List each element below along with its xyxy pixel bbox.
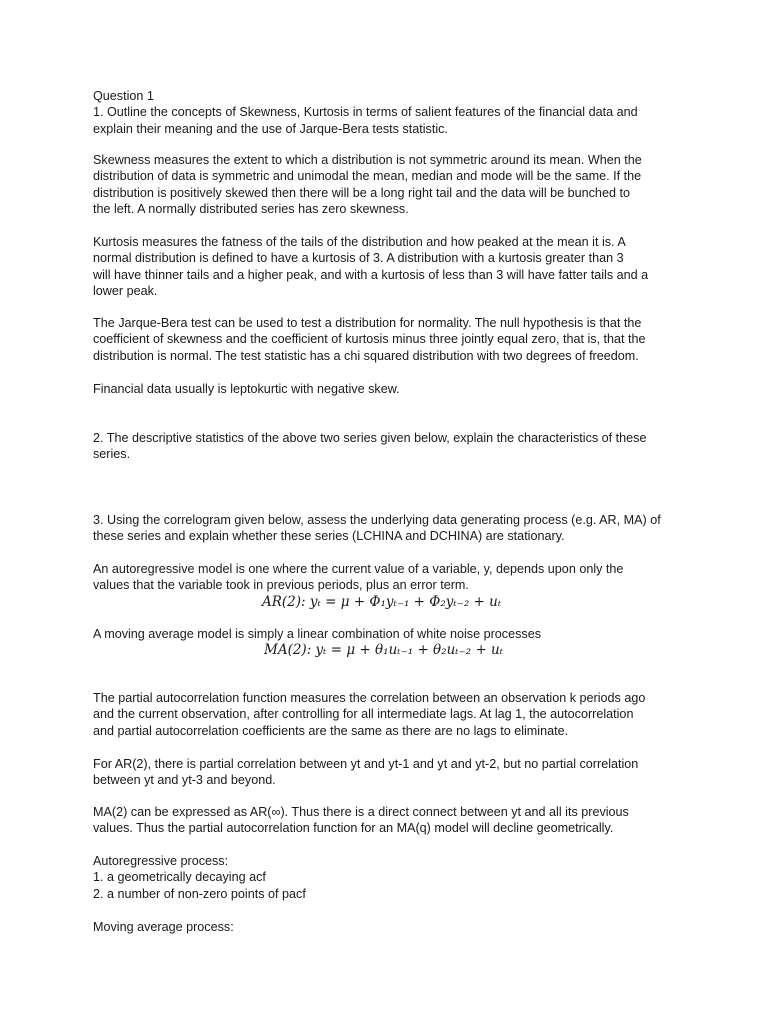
skewness-paragraph xyxy=(93,152,683,217)
question-2-paragraph xyxy=(93,430,683,463)
q2-line: series. xyxy=(93,447,131,462)
q3-line: 3. Using the correlogram given below, assess the underlying data generating process (e.g. AR, MA) of xyxy=(93,513,661,527)
financial-data-line: Financial data usually is leptokurtic with negative skew. xyxy=(93,382,400,396)
jarque-bera-paragraph xyxy=(93,315,683,364)
autoregressive-process-list xyxy=(93,853,683,902)
q2-line: 2. The descriptive statistics of the above two series given below, explain the characteristics of these xyxy=(93,431,647,445)
kurtosis-line: lower peak. xyxy=(93,283,158,298)
ar-process-heading: Autoregressive process: xyxy=(93,854,229,868)
skewness-line: the left. A normally distributed series has zero skewness. xyxy=(93,201,409,216)
ma-process-heading: Moving average process: xyxy=(93,920,234,934)
q1-line: 1. Outline the concepts of Skewness, Kurtosis in terms of salient features of the financial data and xyxy=(93,105,638,120)
ar2-equation: AR(2): yₜ = μ + Φ₁yₜ₋₁ + Φ₂yₜ₋₂ + uₜ xyxy=(262,594,502,610)
q3-line: these series and explain whether these series (LCHINA and DCHINA) are stationary. xyxy=(93,529,565,544)
question-3-paragraph xyxy=(93,512,683,545)
pacf-line: and the current observation, after controlling for all intermediate lags. At lag 1, the autocorrelation xyxy=(93,707,634,722)
kurtosis-paragraph xyxy=(93,234,683,299)
pacf-paragraph xyxy=(93,690,683,739)
skewness-line: distribution of data is symmetric and unimodal the mean, median and mode will be the same. If the xyxy=(93,169,642,184)
moving-average-process-heading xyxy=(93,919,683,935)
financial-data-paragraph xyxy=(93,381,683,397)
jarque-bera-line: coefficient of skewness and the coefficient of kurtosis minus three jointly equal zero, that is, that the xyxy=(93,332,646,347)
kurtosis-line: normal distribution is defined to have a kurtosis of 3. A distribution with a kurtosis greater than 3 xyxy=(93,251,624,266)
list-item: 1. a geometrically decaying acf xyxy=(93,870,266,885)
ma2-line: MA(2) can be expressed as AR(∞). Thus there is a direct connect between yt and all its previous xyxy=(93,805,629,819)
ma-line: A moving average model is simply a linear combination of white noise processes xyxy=(93,627,542,641)
moving-average-paragraph xyxy=(93,626,683,642)
ar2-line: For AR(2), there is partial correlation between yt and yt-1 and yt and yt-2, but no partial correlation xyxy=(93,757,639,771)
q1-line: explain their meaning and the use of Jarque-Bera tests statistic. xyxy=(93,121,448,136)
list-item: 2. a number of non-zero points of pacf xyxy=(93,886,306,901)
kurtosis-line: Kurtosis measures the fatness of the tails of the distribution and how peaked at the mean it is. A xyxy=(93,235,626,249)
jarque-bera-line: The Jarque-Bera test can be used to test a distribution for normality. The null hypothesis is that the xyxy=(93,316,642,330)
skewness-line: Skewness measures the extent to which a distribution is not symmetric around its mean. When the xyxy=(93,153,642,167)
ar-line: An autoregressive model is one where the current value of a variable, y, depends upon only the xyxy=(93,562,624,576)
skewness-line: distribution is positively skewed then there will be a long right tail and the data will be bunched to xyxy=(93,185,630,200)
ar2-line: between yt and yt-3 and beyond. xyxy=(93,773,276,788)
kurtosis-line: will have thinner tails and a higher peak, and with a kurtosis of less than 3 will have fatter tails and a xyxy=(93,267,649,282)
question-heading: Question 1 xyxy=(93,89,154,103)
jarque-bera-line: distribution is normal. The test statistic has a chi squared distribution with two degrees of freedom. xyxy=(93,348,639,363)
ar-line: values that the variable took in previous periods, plus an error term. xyxy=(93,578,469,593)
pacf-line: The partial autocorrelation function measures the correlation between an observation k periods ago xyxy=(93,691,646,705)
ma2-equation: MA(2): yₜ = μ + θ₁uₜ₋₁ + θ₂uₜ₋₂ + uₜ xyxy=(264,642,504,658)
autoregressive-paragraph xyxy=(93,561,683,594)
ma2-paragraph xyxy=(93,804,683,837)
pacf-line: and partial autocorrelation coefficients are the same as there are no lags to eliminate. xyxy=(93,723,569,738)
ma2-line: values. Thus the partial autocorrelation function for an MA(q) model will decline geometrically. xyxy=(93,821,614,836)
ar2-paragraph xyxy=(93,756,683,789)
question-heading-block xyxy=(93,88,683,137)
